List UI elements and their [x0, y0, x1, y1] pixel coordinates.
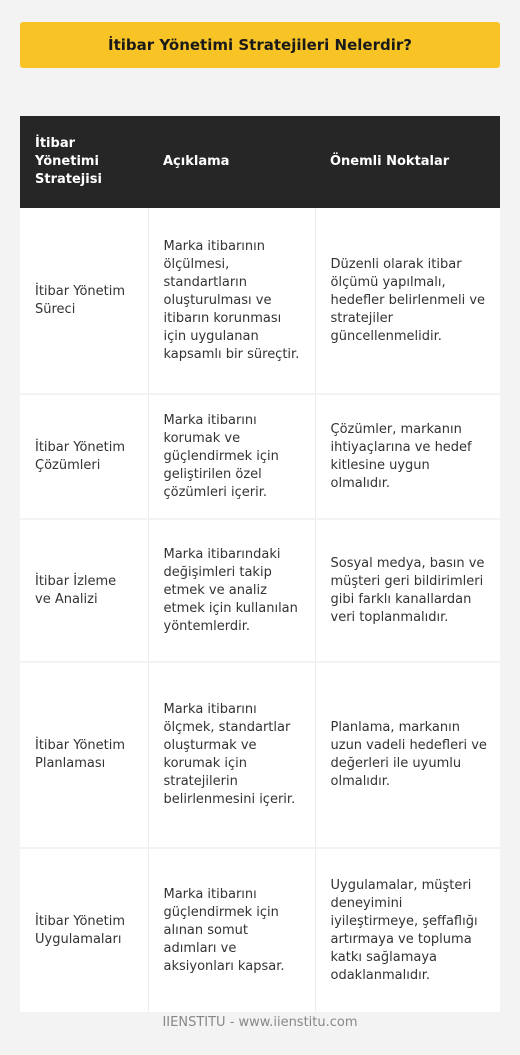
column-header-key-points: Önemli Noktalar	[315, 116, 500, 208]
key-points-cell: Uygulamalar, müşteri deneyimini iyileştirmeye, şeffaflığı artırmaya ve topluma katkı sağlamaya odaklanmalıdır.	[315, 848, 500, 1013]
title-banner	[20, 22, 500, 68]
column-header-strategy: İtibar Yönetimi Stratejisi	[20, 116, 148, 208]
table-row	[20, 662, 500, 848]
description-cell: Marka itibarının ölçülmesi, standartların oluşturulması ve itibarın korunması için uygulanan kapsamlı bir süreçtir.	[148, 208, 315, 394]
description-cell: Marka itibarını ölçmek, standartlar oluşturmak ve korumak için stratejilerin belirlenmesini içerir.	[148, 662, 315, 848]
table-row	[20, 519, 500, 662]
strategy-cell: İtibar İzleme ve Analizi	[20, 519, 148, 662]
strategy-cell: İtibar Yönetim Süreci	[20, 208, 148, 394]
strategy-cell: İtibar Yönetim Çözümleri	[20, 394, 148, 519]
description-cell: Marka itibarını korumak ve güçlendirmek için geliştirilen özel çözümleri içerir.	[148, 394, 315, 519]
footer-credit: IIENSTITU - www.iienstitu.com	[162, 1015, 358, 1030]
description-cell: Marka itibarını güçlendirmek için alınan somut adımları ve aksiyonları kapsar.	[148, 848, 315, 1013]
strategy-table	[20, 116, 500, 1014]
table-row	[20, 848, 500, 1013]
key-points-cell: Düzenli olarak itibar ölçümü yapılmalı, hedefler belirlenmeli ve stratejiler güncellenmelidir.	[315, 208, 500, 394]
description-cell: Marka itibarındaki değişimleri takip etmek ve analiz etmek için kullanılan yöntemlerdir.	[148, 519, 315, 662]
table-header-row	[20, 116, 500, 208]
strategy-cell: İtibar Yönetim Planlaması	[20, 662, 148, 848]
key-points-cell: Çözümler, markanın ihtiyaçlarına ve hedef kitlesine uygun olmalıdır.	[315, 394, 500, 519]
key-points-cell: Sosyal medya, basın ve müşteri geri bildirimleri gibi farklı kanallardan veri toplanmalıdır.	[315, 519, 500, 662]
column-header-description: Açıklama	[148, 116, 315, 208]
page-title: İtibar Yönetimi Stratejileri Nelerdir?	[108, 36, 412, 54]
strategy-cell: İtibar Yönetim Uygulamaları	[20, 848, 148, 1013]
key-points-cell: Planlama, markanın uzun vadeli hedefleri ve değerleri ile uyumlu olmalıdır.	[315, 662, 500, 848]
table-row	[20, 394, 500, 519]
table-row	[20, 208, 500, 394]
